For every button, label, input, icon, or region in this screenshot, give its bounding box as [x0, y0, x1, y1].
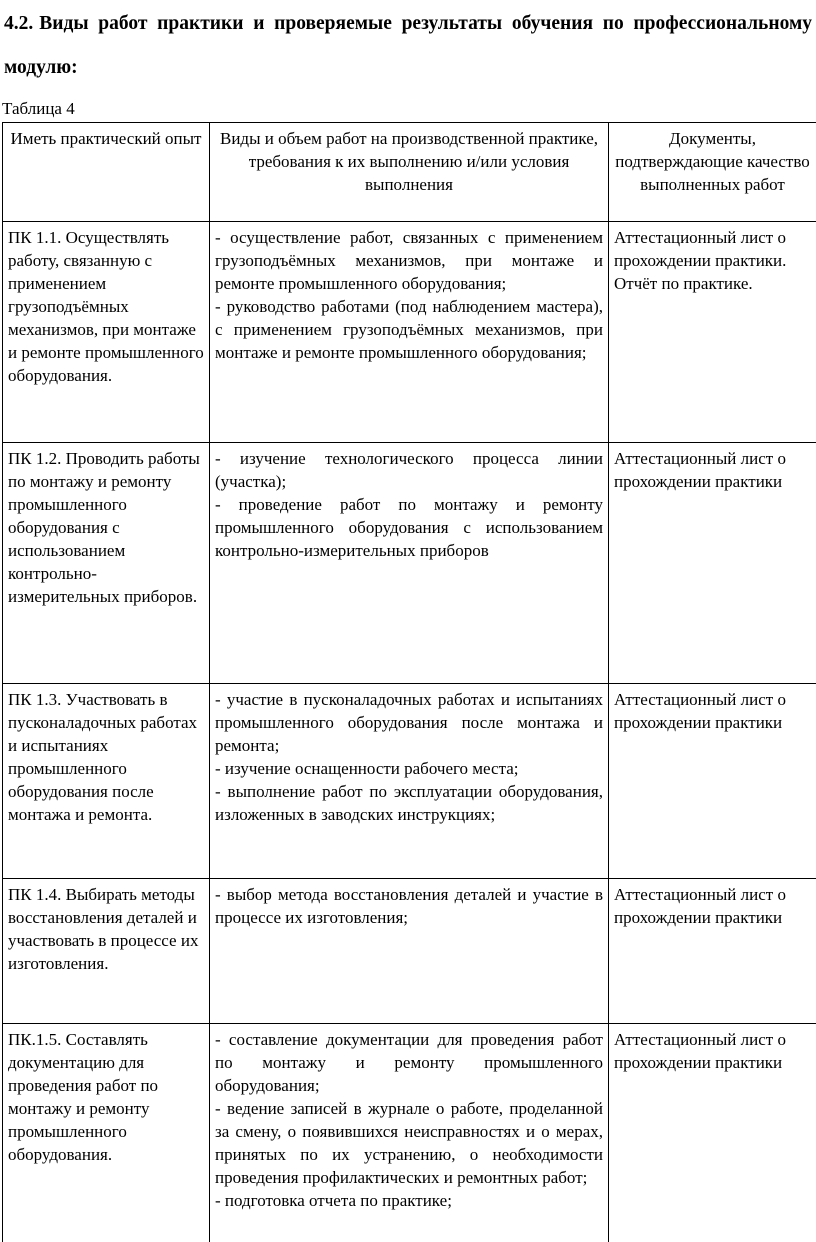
- competence-cell: ПК.1.5. Составлять документацию для проведения работ по монтажу и ремонту промышленного оборудования.: [3, 1024, 210, 1242]
- table-row: [3, 222, 816, 443]
- work-item: - участие в пусконаладочных работах и испытаниях промышленного оборудования после монтажа и ремонта;: [215, 688, 603, 757]
- competence-cell: ПК 1.3. Участвовать в пусконаладочных работах и испытаниях промышленного оборудования после монтажа и ремонта.: [3, 684, 210, 879]
- works-cell: [210, 222, 609, 443]
- document-item: Аттестационный лист о прохождении практики.: [614, 226, 811, 272]
- work-item: - изучение оснащенности рабочего места;: [215, 757, 603, 780]
- table-row: [3, 879, 816, 1024]
- documents-cell: [609, 879, 816, 1024]
- table-row: [3, 443, 816, 684]
- work-item: - проведение работ по монтажу и ремонту промышленного оборудования с использованием контрольно-измерительных приборов: [215, 493, 603, 562]
- competence-cell: ПК 1.2. Проводить работы по монтажу и ремонту промышленного оборудования с использованием контрольно-измерительных приборов.: [3, 443, 210, 684]
- table-row: [3, 1024, 816, 1242]
- section-title: Виды работ практики и проверяемые результаты обучения по профессиональному модулю:: [4, 13, 812, 78]
- section-heading: [4, 2, 812, 90]
- work-item: - осуществление работ, связанных с применением грузоподъёмных механизмов, при монтаже и ремонте промышленного оборудования;: [215, 226, 603, 295]
- header-documents: Документы, подтверждающие качество выполненных работ: [609, 123, 816, 222]
- documents-cell: [609, 443, 816, 684]
- documents-cell: [609, 684, 816, 879]
- section-number: 4.2.: [4, 13, 33, 34]
- header-experience: Иметь практический опыт: [3, 123, 210, 222]
- work-item: - составление документации для проведения работ по монтажу и ремонту промышленного оборудования;: [215, 1028, 603, 1097]
- works-cell: [210, 1024, 609, 1242]
- document-item: Аттестационный лист о прохождении практики: [614, 447, 811, 493]
- documents-cell: [609, 222, 816, 443]
- document-item: Аттестационный лист о прохождении практики: [614, 688, 811, 734]
- work-item: - руководство работами (под наблюдением мастера), с применением грузоподъёмных механизмов, при монтаже и ремонте промышленного оборудования;: [215, 295, 603, 364]
- work-item: - подготовка отчета по практике;: [215, 1189, 603, 1212]
- works-cell: [210, 684, 609, 879]
- works-cell: [210, 879, 609, 1024]
- document-item: Аттестационный лист о прохождении практики: [614, 883, 811, 929]
- competence-cell: ПК 1.4. Выбирать методы восстановления деталей и участвовать в процессе их изготовления.: [3, 879, 210, 1024]
- table-caption: Таблица 4: [2, 99, 75, 119]
- table-header-row: [3, 123, 816, 222]
- table-row: [3, 684, 816, 879]
- work-item: - выполнение работ по эксплуатации оборудования, изложенных в заводских инструкциях;: [215, 780, 603, 826]
- document-item: Аттестационный лист о прохождении практики: [614, 1028, 811, 1074]
- header-works: Виды и объем работ на производственной практике, требования к их выполнению и/или условия выполнения: [210, 123, 609, 222]
- competence-cell: ПК 1.1. Осуществлять работу, связанную с применением грузоподъёмных механизмов, при монтаже и ремонте промышленного оборудования.: [3, 222, 210, 443]
- work-item: - изучение технологического процесса линии (участка);: [215, 447, 603, 493]
- work-item: - выбор метода восстановления деталей и участие в процессе их изготовления;: [215, 883, 603, 929]
- works-cell: [210, 443, 609, 684]
- practice-table: [2, 122, 816, 1242]
- work-item: - ведение записей в журнале о работе, проделанной за смену, о появившихся неисправностях и о мерах, принятых по их устранению, о необходимости проведения профилактических и ремонтных работ;: [215, 1097, 603, 1189]
- document-item: Отчёт по практике.: [614, 272, 811, 295]
- documents-cell: [609, 1024, 816, 1242]
